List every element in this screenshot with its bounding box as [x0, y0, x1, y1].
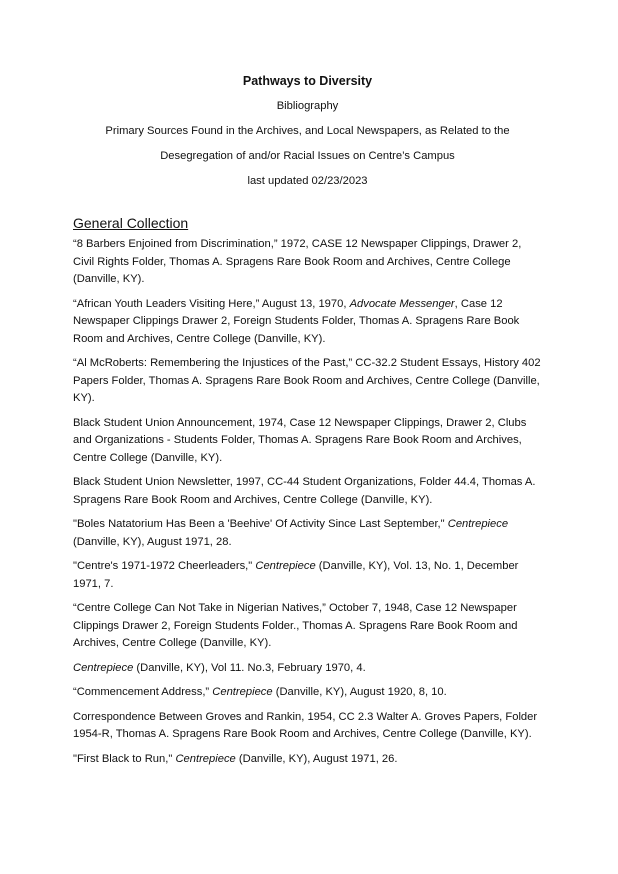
description-line-1: Primary Sources Found in the Archives, and Local Newspapers, as Related to the: [105, 125, 510, 137]
section-heading: General Collection: [73, 215, 189, 231]
page-title: Pathways to Diversity: [242, 74, 373, 88]
bibliography-entry: Correspondence Between Groves and Rankin, 1954, CC 2.3 Walter A. Groves Papers, Folder 1954-R, Thomas A. Spragens Rare Book Room and Archives, Centre College (Danville, KY).: [73, 710, 538, 740]
bibliography-entry: "Boles Natatorium Has Been a 'Beehive' Of Activity Since Last September," Centrepiece (Danville, KY), August 1971, 28.: [73, 518, 509, 548]
description-line-2: Desegregation of and/or Racial Issues on Centre’s Campus: [160, 150, 455, 162]
bibliography-entry: "Centre's 1971-1972 Cheerleaders," Centrepiece (Danville, KY), Vol. 13, No. 1, December 1971, 7.: [73, 560, 519, 590]
bibliography-entry: Centrepiece (Danville, KY), Vol 11. No.3, February 1970, 4.: [73, 661, 366, 674]
last-updated: last updated 02/23/2023: [247, 175, 368, 187]
bibliography-list: [73, 236, 542, 768]
bibliography-entry: “Commencement Address,” Centrepiece (Danville, KY), August 1920, 8, 10.: [73, 686, 447, 698]
bibliography-entry: “Centre College Can Not Take in Nigerian Natives,” October 7, 1948, Case 12 Newspaper Clippings Drawer 2, Foreign Students Folder., Thomas A. Spragens Rare Book Room and Archives, Centre College (Danville, KY).: [73, 602, 518, 649]
bibliography-entry: Black Student Union Newsletter, 1997, CC-44 Student Organizations, Folder 44.4, Thomas A. Spragens Rare Book Room and Archives, Centre College (Danville, KY).: [73, 476, 536, 506]
document-page: [0, 74, 618, 874]
bibliography-entry: “8 Barbers Enjoined from Discrimination,” 1972, CASE 12 Newspaper Clippings, Drawer 2, Civil Rights Folder, Thomas A. Spragens Rare Book Room and Archives, Centre College (Danville, KY).: [73, 238, 522, 285]
bibliography-entry: Black Student Union Announcement, 1974, Case 12 Newspaper Clippings, Drawer 2, Clubs and Organizations - Students Folder, Thomas A. Spragens Rare Book Room and Archives, Centre College (Danville, KY).: [73, 416, 527, 464]
bibliography-entry: “Al McRoberts: Remembering the Injustices of the Past,” CC-32.2 Student Essays, History 402 Papers Folder, Thomas A. Spragens Rare Book Room and Archives, Centre College (Danville, KY).: [73, 357, 541, 404]
bibliography-entry: “African Youth Leaders Visiting Here,” August 13, 1970, Advocate Messenger, Case 12 Newspaper Clippings Drawer 2, Foreign Students Folder, Thomas A. Spragens Rare Book Room and Archives, Centre College (Danville, KY).: [73, 297, 520, 345]
page-subtitle: Bibliography: [276, 100, 339, 112]
bibliography-entry: "First Black to Run," Centrepiece (Danville, KY), August 1971, 26.: [73, 752, 398, 765]
